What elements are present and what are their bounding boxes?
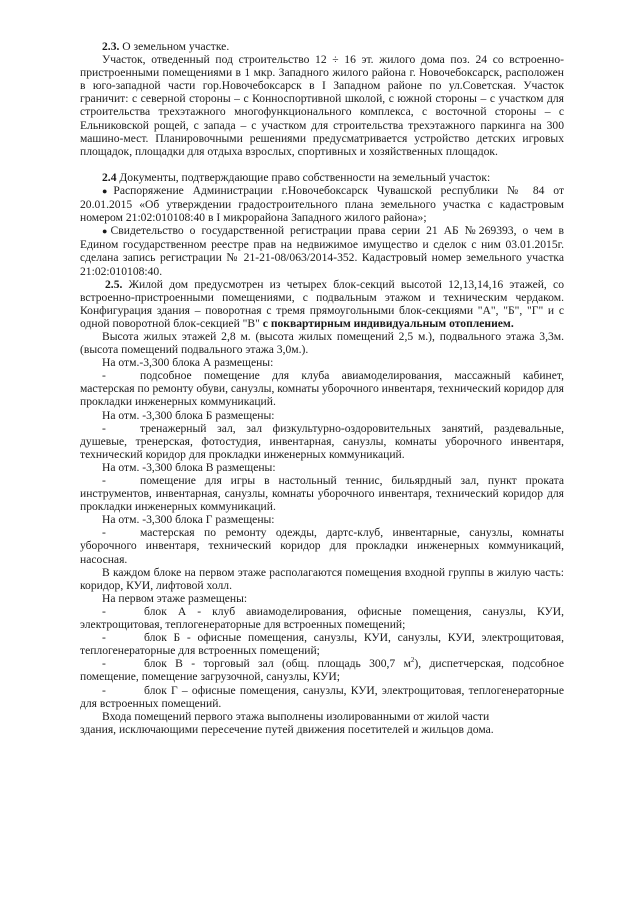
document-text: Свидетельство о государственной регистрации права серии 21 АБ №269393, о чем в Едином государственном реестре прав на недвижимое имущество и сделок с ним 03.01.2015г. сделана запись регистрации № 21-21-08/063/2014-352. Кадастровый номер земельного участка 21:02:010108:40. <box>80 224 565 278</box>
section-number: 2.4 <box>102 170 117 184</box>
superscript: 2 <box>410 656 415 665</box>
document-text: Распоряжение Администрации г.Новочебоксарск Чувашской республики № 84 от 20.01.2015 «Об утверждении градостроительного плана земельного участка с кадастровым номером 21:02:010108:40 в I микрорайона Западного жилого района»; <box>80 183 565 225</box>
dash-marker: - <box>102 657 106 671</box>
heating-note: с поквартирным индивидуальным отоплением. <box>262 316 514 330</box>
basement-b-heading: На отм. -3,300 блока Б размещены: <box>102 408 275 422</box>
basement-a-item <box>80 369 564 408</box>
closing-line-1: Входа помещений первого этажа выполнены изолированными от жилой части <box>102 709 490 723</box>
first-floor-item-g <box>80 684 564 710</box>
basement-g-item <box>80 526 564 565</box>
dash-marker: - <box>102 683 106 697</box>
building-description: Жилой дом предусмотрен из четырех блок-секций высотой 12,13,14,16 этажей, со встроенно-пристроенными помещениями, с подвальным этажом и техническим чердаком. Конфигурация здания – поворотная с тремя прямоугольными блок-секциями "А", "Б", "Г" и с одной поворотной блок-секцией "В" <box>80 277 564 330</box>
entrance-group-text: В каждом блоке на первом этаже располагаются помещения входной группы в жилую часть: коридор, КУИ, лифтовой холл. <box>80 565 564 592</box>
section-number: 2.3. <box>102 40 120 53</box>
closing-line-2: здания, исключающими пересечение путей движения посетителей и жильцов дома. <box>80 722 494 736</box>
bullet-icon: ● <box>102 226 111 237</box>
document-item-1 <box>80 184 564 224</box>
basement-v-heading: На отм. -3,300 блока В размещены: <box>102 460 276 474</box>
dash-marker: - <box>102 369 106 383</box>
list-item-text: блок В - торговый зал (общ. площадь 300,7 м <box>144 657 411 671</box>
basement-a-heading: На отм.-3,300 блока А размещены: <box>102 356 274 370</box>
dash-marker: - <box>102 526 106 540</box>
floor-heights: Высота жилых этажей 2,8 м. (высота жилых помещений 2,5 м.), подвального этажа 3,3м. (высота помещений подвального этажа 3,0м.). <box>80 329 564 357</box>
dash-marker: - <box>102 631 106 645</box>
dash-marker: - <box>102 474 106 487</box>
list-item-text: блок А - клуб авиамоделирования, офисные помещения, санузлы, КУИ, электрощитовая, теплогенераторные для встроенных помещений; <box>80 604 564 632</box>
list-item-text: тренажерный зал, зал физкультурно-оздоровительных занятий, раздевальные, душевые, тренерская, фотостудия, инвентарная, санузлы, комнаты уборочного инвентаря, технический коридор для прокладки инженерных коммуникаций. <box>80 421 564 461</box>
first-floor-item-a <box>80 605 564 631</box>
basement-g-heading: На отм. -3,300 блока Г размещены: <box>102 513 275 527</box>
document-page <box>80 40 564 736</box>
basement-b-item <box>80 422 564 461</box>
list-item-text: помещение для игры в настольный теннис, бильярдный зал, пункт проката инструментов, инвентарная, санузлы, комнаты уборочного инвентаря, технический коридор для прокладки инженерных коммуникаций. <box>80 474 564 514</box>
list-item-text: ), диспетчерская, подсобное помещение, помещение загрузочной, санузлы, КУИ; <box>80 657 564 684</box>
first-floor-heading: На первом этаже размещены: <box>102 591 248 605</box>
section-2-5-body <box>80 278 564 330</box>
dash-marker: - <box>102 421 106 435</box>
list-item-text: блок Б - офисные помещения, санузлы, КУИ, санузлы, КУИ, электрощитовая, теплогенераторные для встроенных помещений; <box>80 631 564 658</box>
list-item-text: мастерская по ремонту одежды, дартс-клуб, инвентарные, санузлы, комнаты уборочного инвентаря, технический коридор для прокладки инженерных коммуникаций, насосная. <box>80 526 564 566</box>
bullet-icon: ● <box>102 185 114 196</box>
document-item-2 <box>80 224 564 277</box>
first-floor-item-v <box>80 657 564 683</box>
section-2-3-body: Участок, отведенный под строительство 12 ÷ 16 эт. жилого дома поз. 24 со встроенно-пристроенными помещениями в 1 мкр. Западного жилого района г. Новочебоксарск, расположен в юго-западной части гор.Новочебоксарск в I Западном районе по ул.Советская. Участок граничит: с северной стороны – с Конноспортивной школой, с южной стороны – с участком для строительства трехэтажного многофункционального комплекса, с восточной стороны – с Ельниковской рощей, с запада – с участком для строительства трехэтажного паркинга на 300 машино-мест. Планировочными решениями предусматривается устройство детских игровых площадок, площадки для отдыха взрослых, спортивных и хозяйственных площадок. <box>80 53 564 158</box>
section-2-3-heading <box>80 40 564 53</box>
section-number: 2.5. <box>105 277 123 291</box>
section-2-4-heading <box>80 171 564 184</box>
first-floor-item-b <box>80 631 564 657</box>
basement-v-item <box>80 474 564 513</box>
section-title: Документы, подтверждающие право собственности на земельный участок: <box>116 170 491 184</box>
list-item-text: блок Г – офисные помещения, санузлы, КУИ, электрощитовая, теплогенераторные для встроенных помещений. <box>80 683 564 710</box>
dash-marker: - <box>102 604 106 618</box>
list-item-text: подсобное помещение для клуба авиамоделирования, массажный кабинет, мастерская по ремонту обуви, санузлы, комнаты уборочного инвентаря, технический коридор для прокладки инженерных коммуникаций. <box>80 369 564 409</box>
section-title: О земельном участке. <box>119 40 230 53</box>
